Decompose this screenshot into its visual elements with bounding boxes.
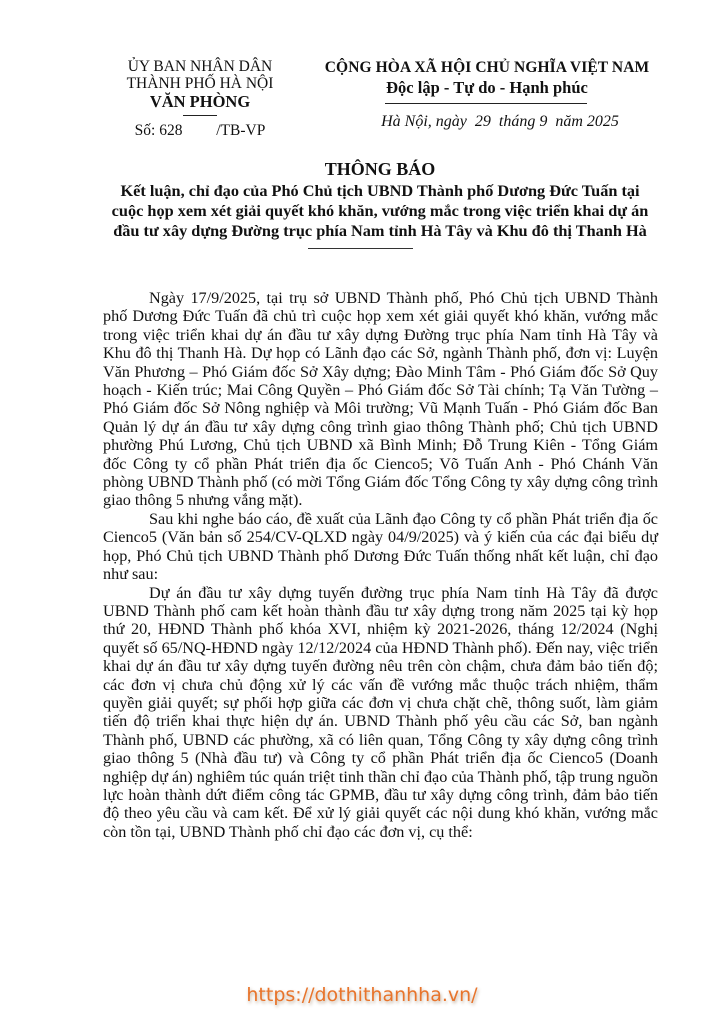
watermark-link[interactable]: https://dothithanhha.vn/	[246, 984, 478, 1006]
body-paragraph: Ngày 17/9/2025, tại trụ sở UBND Thành phố, Phó Chủ tịch UBND Thành phố Dương Đức Tuấn đã chủ trì cuộc họp xem xét giải quyết khó khăn, vướng mắc trong việc triển khai dự án đầu tư xây dựng Đường trục phía Nam tỉnh Hà Tây và Khu đô thị Thanh Hà. Dự họp có Lãnh đạo các Sở, ngành Thành phố, đơn vị: Luyện Văn Phương – Phó Giám đốc Sở Xây dựng; Đào Minh Tâm - Phó Giám đốc Sở Quy hoạch - Kiến trúc; Mai Công Quyền – Phó Giám đốc Sở Tài chính; Tạ Văn Tường – Phó Giám đốc Sở Nông nghiệp và Môi trường; Vũ Mạnh Tuấn - Phó Giám đốc Ban Quản lý dự án đầu tư xây dựng công trình giao thông Thành phố; Chủ tịch UBND phường Phú Lương, Chủ tịch UBND xã Bình Minh; Đỗ Trung Kiên - Tổng Giám đốc Công ty cổ phần Phát triển địa ốc Cienco5; Võ Tuấn Anh - Phó Chánh Văn phòng UBND Thành phố (có mời Tổng Giám đốc Tổng Công ty xây dựng công trình giao thông 5 nhưng vắng mặt).	[103, 289, 658, 510]
motto-underline	[385, 103, 587, 104]
national-motto: Độc lập - Tự do - Hạnh phúc	[386, 78, 588, 97]
title-underline	[308, 248, 413, 249]
national-header-block	[312, 58, 662, 98]
subtitle-line: Kết luận, chỉ đạo của Phó Chủ tịch UBND Thành phố Dương Đức Tuấn tại	[120, 181, 640, 200]
authority-line-1: ỦY BAN NHÂN DÂN	[127, 58, 273, 75]
document-body	[103, 289, 658, 841]
subtitle-line: cuộc họp xem xét giải quyết khó khăn, vướng mắc trong việc triển khai dự án	[111, 201, 649, 220]
document-date: Hà Nội, ngày 29 tháng 9 năm 2025	[381, 113, 619, 130]
document-type-heading: THÔNG BÁO	[324, 159, 436, 179]
body-paragraph: Dự án đầu tư xây dựng tuyến đường trục phía Nam tỉnh Hà Tây đã được UBND Thành phố cam kết hoàn thành đầu tư xây dựng trong năm 2025 tại kỳ họp thứ 20, HĐND Thành phố khóa XVI, nhiệm kỳ 2021-2026, tháng 12/2024 (Nghị quyết số 65/NQ-HĐND ngày 12/12/2024 của HĐND Thành phố). Đến nay, việc triển khai dự án đầu tư xây dựng tuyến đường nêu trên còn chậm, chưa đảm bảo tiến độ; các đơn vị chưa chủ động xử lý các vấn đề vướng mắc thuộc trách nhiệm, thẩm quyền giải quyết; sự phối hợp giữa các đơn vị chưa chặt chẽ, thông suốt, làm giảm tiến độ triển khai thực hiện dự án. UBND Thành phố yêu cầu các Sở, ban ngành Thành phố, UBND các phường, xã có liên quan, Tổng Công ty xây dựng công trình giao thông 5 (Nhà đầu tư) và Công ty cổ phần Phát triển địa ốc Cienco5 (Doanh nghiệp dự án) nghiêm túc quán triệt tinh thần chỉ đạo của Thành phố, tập trung nguồn lực hoàn thành dứt điểm công tác GPMB, đầu tư xây dựng công trình, đảm bảo tiến độ theo yêu cầu và cam kết. Để xử lý giải quyết các nội dung khó khăn, vướng mắc còn tồn tại, UBND Thành phố chỉ đạo các đơn vị, cụ thể:	[103, 583, 658, 841]
document-number	[100, 122, 300, 139]
authority-line-2: THÀNH PHỐ HÀ NỘI	[126, 75, 274, 92]
issuing-authority-block	[100, 58, 300, 139]
document-number-label: Số: 628	[134, 122, 183, 140]
authority-divider	[183, 115, 217, 116]
document-title-block	[100, 158, 660, 241]
document-number-suffix: /TB-VP	[216, 122, 266, 140]
national-title: CỘNG HÒA XÃ HỘI CHỦ NGHĨA VIỆT NAM	[324, 59, 650, 76]
body-paragraph: Sau khi nghe báo cáo, đề xuất của Lãnh đạo Công ty cổ phần Phát triển địa ốc Cienco5 (Văn bản số 254/CV-QLXD ngày 04/9/2025) và ý kiến của các đại biểu dự họp, Phó Chủ tịch UBND Thành phố Dương Đức Tuấn thống nhất kết luận, chỉ đạo như sau:	[103, 509, 658, 584]
subtitle-line: đầu tư xây dựng Đường trục phía Nam tỉnh Hà Tây và Khu đô thị Thanh Hà	[113, 221, 647, 240]
office-name: VĂN PHÒNG	[149, 92, 251, 111]
